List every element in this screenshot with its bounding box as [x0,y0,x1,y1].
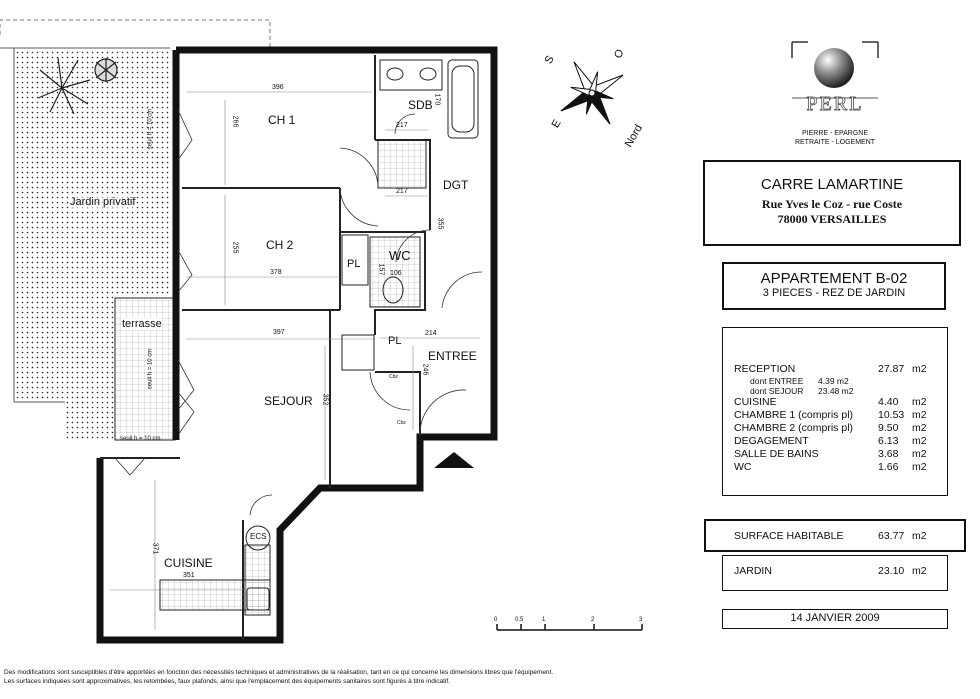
project-name: CARRE LAMARTINE [760,176,904,193]
room-label-dgt: DGT [443,178,469,192]
surface-label: CUISINE [734,396,777,408]
surface-value: 6.13 [878,435,899,447]
room-label-ch1: CH 1 [268,113,296,127]
disclaimer-line-2: Les surfaces indiquées sont approximatives, les retombées, faux plafonds, ainsi que l'emplacement des équipements sanitaires sont figurés à titre indicatif. [4,678,451,685]
surface-value: 27.87 [878,363,905,375]
label-cbz-2: Cbz [397,420,406,426]
surface-value: 1.66 [878,461,899,473]
compass-o: O [611,47,627,61]
surface-label: dont SEJOUR [750,386,804,396]
surface-value: 9.50 [878,422,899,434]
apartment-id: APPARTEMENT B-02 [760,270,908,287]
surface-label: dont ENTREE [750,376,804,386]
room-label-ch2: CH 2 [266,238,294,252]
surface-label: WC [734,461,752,473]
scale-label-0: 0 [494,617,498,623]
room-label-jardin: Jardin privatif [70,196,136,208]
project-box [703,160,961,246]
scale-label-05: 0.5 [515,617,524,623]
jardin-value: 23.10 [878,565,905,577]
surface-label: SALLE DE BAINS [734,448,819,460]
logo-tagline-1: PIERRE - EPARGNE [802,130,868,137]
room-label-wc: WC [389,248,411,263]
dim-dgt-w: 217 [396,188,408,195]
disclaimer-line-1: Des modifications sont susceptibles d'être apportées en fonction des nécessités techniques et administratives de la réalisation, tant en ce qui concerne les dimensions libres que l'équipement. [4,669,554,676]
surface-habitable-value: 63.77 [878,530,905,542]
surface-habitable-label: SURFACE HABITABLE [734,530,844,542]
compass-s: S [542,53,557,67]
dim-ent-w: 214 [425,330,437,337]
project-address: Rue Yves le Coz - rue Coste [761,197,903,211]
logo-name: PERL [806,93,864,115]
surface-label: DEGAGEMENT [734,435,809,447]
room-label-sdb: SDB [408,98,433,112]
dim-wc-w: 106 [390,270,402,277]
surface-unit: m2 [912,435,927,447]
entrance-arrow-icon [434,452,474,468]
dim-ch2-w: 378 [270,269,282,276]
room-label-terrasse: terrasse [122,318,162,330]
apartment-desc: 3 PIECES - REZ DE JARDIN [762,287,906,299]
surface-value: 4.39 m2 [818,376,849,386]
surface-unit: m2 [912,363,927,375]
apartment-box [722,262,946,310]
jardin-unit: m2 [912,565,927,577]
surface-label: CHAMBRE 2 (compris pl) [734,422,854,434]
label-cbz-1: Cbz [389,374,398,380]
surface-label: CHAMBRE 1 (compris pl) [734,409,854,421]
dim-ch1-w: 396 [272,84,284,91]
date-box [722,609,948,629]
sill-note-terrace: seuil h = 10 cm [147,348,154,390]
surface-value: 4.40 [878,396,899,408]
label-ecs: ECS [250,532,267,541]
surface-value: 10.53 [878,409,905,421]
project-city: 78000 VERSAILLES [777,212,887,226]
dim-ch2-h: 255 [231,241,239,254]
jardin-label: JARDIN [734,565,772,577]
sill-note-bottom: seuil h = 10 cm [120,436,161,442]
surface-habitable-unit: m2 [912,530,927,542]
surface-value: 23.48 m2 [818,386,854,396]
dim-cui-w: 351 [183,572,195,579]
scale-label-1: 1 [542,617,546,623]
room-label-cuisine: CUISINE [164,556,213,570]
logo-tagline-2: RETRAITE - LOGEMENT [794,139,876,146]
compass-n: Nord [622,122,646,150]
dim-sej-w: 397 [273,329,285,336]
dim-ent-h: 246 [421,363,429,376]
compass-e: E [549,117,564,131]
scale-label-2: 2 [591,617,595,623]
surface-unit: m2 [912,461,927,473]
dim-sdb-w: 217 [396,122,408,129]
dim-cui-h: 371 [151,542,159,555]
dim-sdb-h: 170 [433,93,441,106]
dim-sej-h: 352 [321,393,329,406]
room-label-sejour: SEJOUR [264,394,313,408]
scale-label-3: 3 [639,617,643,623]
surface-label: RECEPTION [734,363,796,375]
scale-bar [497,624,642,630]
room-label-pl2: PL [388,335,402,347]
dim-wc-h: 157 [377,263,385,276]
sill-note-ch1: seuil h = 10 cm [147,108,154,150]
room-label-entree: ENTREE [428,349,477,363]
surface-unit: m2 [912,422,927,434]
surface-unit: m2 [912,409,927,421]
surface-value: 3.68 [878,448,899,460]
surface-unit: m2 [912,396,927,408]
plan-date: 14 JANVIER 2009 [790,612,880,624]
dim-dgt-h: 355 [436,217,444,230]
dim-ch1-h: 266 [231,115,239,128]
surface-unit: m2 [912,448,927,460]
room-label-pl1: PL [347,258,361,270]
